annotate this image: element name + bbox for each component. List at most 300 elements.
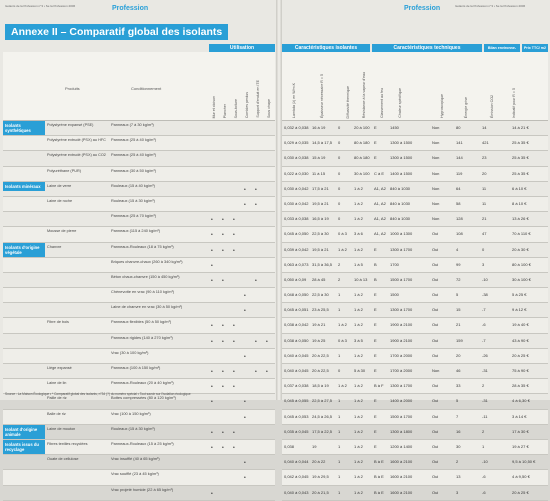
cell-ep: 16 à 19 bbox=[312, 125, 326, 130]
cell-feu: B à E bbox=[374, 459, 384, 465]
cell-cs: 1000 à 1300 bbox=[390, 231, 413, 237]
cell-vap: 1 à 2 bbox=[354, 428, 363, 434]
cell-hyg: Oui bbox=[432, 352, 439, 358]
cell-diff: 0 bbox=[338, 200, 341, 206]
utilisation-header: Utilisation bbox=[209, 44, 275, 52]
cell-vap: 1 à 2 bbox=[354, 246, 363, 252]
utilisation-col-4: Support d'enduit en ITE bbox=[256, 80, 260, 118]
conditionnement: Béton chaux-chanvre (150 à 450 kg/m³) bbox=[111, 273, 180, 279]
usage-dot: • bbox=[255, 277, 257, 284]
cell-feu: E bbox=[374, 368, 377, 373]
cell-ep: 19 bbox=[312, 443, 317, 449]
cell-prix: 9,5 à 10,50 € bbox=[512, 459, 536, 465]
right-col-6: Hygroscopique bbox=[440, 94, 444, 118]
cell-eg: 21 bbox=[456, 322, 461, 328]
cell-diff: 1 à 2 bbox=[338, 322, 347, 328]
brand-right: Profession bbox=[404, 5, 441, 12]
cell-eg: 99 bbox=[456, 261, 461, 267]
usage-dot: • bbox=[211, 490, 213, 497]
product-name: Liège expansé bbox=[47, 366, 72, 370]
table-row bbox=[3, 334, 275, 349]
product-name: Polystyrène extrudé (PSX) au HFC bbox=[47, 138, 106, 143]
cell-feu: E bbox=[374, 307, 377, 313]
cell-eg: 108 bbox=[456, 231, 463, 237]
product-name: Laine de roche bbox=[47, 198, 73, 203]
table-row bbox=[282, 167, 548, 182]
cell-hyg: Oui bbox=[432, 231, 439, 237]
cell-hyg: Non bbox=[432, 368, 440, 373]
cell-diff: 1 bbox=[338, 292, 341, 298]
cell-lambda: 0,040 à 0,043 bbox=[284, 489, 309, 495]
conditionnement: Panneaux (115 à 240 kg/m³) bbox=[111, 228, 161, 234]
usage-dot: • bbox=[211, 232, 213, 239]
cell-ep: 19,5 à 21 bbox=[312, 200, 329, 206]
table-row bbox=[282, 151, 548, 166]
table-row bbox=[3, 121, 275, 136]
cell-eg: 4 bbox=[456, 246, 459, 252]
usage-dot: • bbox=[211, 399, 213, 406]
cell-cs: 1700 à 2000 bbox=[390, 368, 413, 373]
cell-diff: 1 bbox=[338, 307, 341, 313]
cell-co2: 2 bbox=[482, 383, 485, 389]
cell-lambda: 0,030 à 0,042 bbox=[284, 200, 309, 206]
cell-lambda: 0,030 à 0,042 bbox=[284, 185, 309, 191]
cell-eg: 15 bbox=[456, 307, 461, 313]
table-row bbox=[282, 455, 548, 470]
usage-dot: • bbox=[233, 338, 235, 345]
cell-cs: 1400 à 1500 bbox=[390, 170, 413, 176]
usage-dot: • bbox=[211, 262, 213, 269]
usage-dot: • bbox=[233, 369, 235, 375]
cell-diff: 0 bbox=[338, 216, 341, 222]
cell-vap: 1 à 2 bbox=[354, 459, 363, 465]
cell-eg: 141 bbox=[456, 140, 463, 146]
cell-feu: E bbox=[374, 428, 377, 434]
cell-co2: -6 bbox=[482, 489, 486, 495]
cell-ep: 19 à 29,5 bbox=[312, 474, 329, 480]
table-row bbox=[282, 288, 548, 303]
table-row bbox=[3, 425, 275, 440]
cell-cs: 1500 à 1700 bbox=[390, 413, 413, 419]
cell-ep: 20 à 22,5 bbox=[312, 352, 329, 358]
cell-feu: E bbox=[374, 352, 377, 358]
cell-ep: 28 à 45 bbox=[312, 276, 326, 282]
cell-lambda: 0,038 bbox=[284, 443, 295, 449]
cell-prix: 4 à 9,50 € bbox=[512, 474, 530, 480]
cell-cs: 1900 à 2100 bbox=[390, 322, 413, 328]
cell-lambda: 0,042 à 0,045 bbox=[284, 474, 309, 480]
cell-cs: 1900 à 2100 bbox=[390, 337, 413, 343]
usage-dot: • bbox=[222, 247, 224, 254]
conditionnement: Panneaux (25 à 40 kg/m³) bbox=[111, 137, 156, 143]
cell-diff: 0 bbox=[338, 185, 341, 191]
cell-cs: 1500 bbox=[390, 292, 399, 298]
usage-dot: • bbox=[255, 186, 257, 193]
usage-dot: • bbox=[222, 323, 224, 330]
conditionnement: Panneaux (30 à 50 kg/m³) bbox=[111, 167, 156, 173]
cell-diff: 1 à 2 bbox=[338, 383, 347, 389]
cell-cs: 1300 à 1500 bbox=[390, 140, 413, 146]
product-name: Laine de mouton bbox=[47, 426, 76, 431]
cell-co2: 11 bbox=[482, 185, 487, 191]
cell-co2: 0 bbox=[482, 246, 485, 252]
cell-hyg: Oui bbox=[432, 443, 439, 449]
cell-prix: 19 à 40 € bbox=[512, 322, 529, 328]
cell-co2: -7 bbox=[482, 337, 486, 343]
cell-vap: 1 à 2 bbox=[354, 185, 363, 191]
cell-vap: 30 à 100 bbox=[354, 170, 370, 176]
table-row bbox=[3, 410, 275, 425]
cell-co2: 3 bbox=[482, 261, 485, 267]
conditionnement: Vrac insufflé (40 à 65 kg/m³) bbox=[111, 456, 160, 462]
cell-feu: A1, A2 bbox=[374, 231, 386, 237]
cell-prix: 13 à 26 € bbox=[512, 216, 529, 222]
cell-vap: 1 à 2 bbox=[354, 322, 363, 328]
cell-prix: 25 à 35 € bbox=[512, 170, 529, 176]
cell-hyg: Oui bbox=[432, 459, 439, 465]
cell-lambda: 0,040 à 0,044 bbox=[284, 459, 309, 465]
cell-ep: 19 à 21 bbox=[312, 322, 326, 328]
cell-hyg: Non bbox=[432, 140, 440, 146]
cell-hyg: Non bbox=[432, 185, 440, 191]
cell-feu: E bbox=[374, 413, 377, 419]
usage-dot: • bbox=[222, 232, 224, 239]
usage-dot: • bbox=[244, 186, 246, 193]
cell-prix: 20 à 25 € bbox=[512, 489, 529, 495]
cell-eg: 13 bbox=[456, 474, 461, 480]
table-row bbox=[3, 273, 275, 288]
usage-dot: • bbox=[222, 444, 224, 451]
utilisation-col-2: Sous-toiture bbox=[234, 98, 238, 118]
product-name: Fibres textiles recyclées bbox=[47, 441, 88, 446]
cell-co2: -26 bbox=[482, 352, 488, 358]
cell-cs: 1300 à 1700 bbox=[390, 383, 413, 389]
table-row bbox=[282, 379, 548, 394]
right-col-5: Chaleur spécifique bbox=[398, 88, 402, 118]
cell-vap: 1 à 2 bbox=[354, 489, 363, 495]
cell-co2: 23 bbox=[482, 155, 487, 161]
table-row bbox=[3, 258, 275, 273]
usage-dot: • bbox=[233, 217, 235, 224]
cell-vap: 3 à 6 bbox=[354, 231, 363, 237]
cell-cs: 1300 à 1700 bbox=[390, 246, 413, 252]
cell-co2: 21 bbox=[482, 216, 487, 222]
footer-source: Source : La Maison Écologique • * Comparatif global des isolants, n°34 (?) du numéro spécial • Tout savoir sur l'isolation écologique bbox=[5, 392, 191, 396]
product-name: Polyuréthane (PUR) bbox=[47, 168, 81, 173]
table-row bbox=[282, 349, 548, 364]
right-col-9: Indicatif pour R = 5 bbox=[512, 87, 516, 118]
cell-lambda: 0,039 à 0,042 bbox=[284, 246, 309, 252]
cell-prix: 43 à 90 € bbox=[512, 337, 529, 343]
table-row bbox=[3, 318, 275, 333]
cell-hyg: Oui bbox=[432, 292, 439, 298]
cell-lambda: 0,032 à 0,038 bbox=[284, 125, 309, 130]
cell-lambda: 0,063 à 0,073 bbox=[284, 261, 309, 267]
cell-ep: 19,5 à 21 bbox=[312, 246, 329, 252]
cell-eg: 72 bbox=[456, 276, 461, 282]
cell-vap: 20 à 100 bbox=[354, 125, 370, 130]
right-col-7: Énergie grise bbox=[464, 96, 468, 118]
table-row bbox=[282, 394, 548, 409]
cell-feu: B à F bbox=[374, 383, 384, 389]
cell-co2: 1 bbox=[482, 443, 485, 449]
product-name: Ouate de cellulose bbox=[47, 457, 79, 462]
page-title: Annexe II – Comparatif global des isolants bbox=[5, 24, 228, 40]
cell-lambda: 0,038 à 0,050 bbox=[284, 337, 309, 343]
cell-lambda: 0,040 à 0,045 bbox=[284, 352, 309, 358]
cell-cs: 1700 à 2000 bbox=[390, 352, 413, 358]
usage-dot: • bbox=[244, 460, 246, 467]
cell-diff: 1 bbox=[338, 352, 341, 358]
cell-feu: A1, A2 bbox=[374, 200, 386, 206]
usage-dot: • bbox=[211, 444, 213, 451]
table-row bbox=[3, 243, 275, 258]
cell-eg: 2 bbox=[456, 459, 459, 465]
col-produits: Produits bbox=[65, 86, 80, 91]
brand-left: Profession bbox=[112, 5, 149, 12]
cell-diff: 1 bbox=[338, 428, 341, 434]
table-row bbox=[282, 440, 548, 455]
cell-prix: 3 à 14 € bbox=[512, 413, 527, 419]
usage-dot: • bbox=[244, 414, 246, 421]
cell-lambda: 0,022 à 0,030 bbox=[284, 170, 309, 176]
table-row bbox=[3, 151, 275, 166]
usage-dot: • bbox=[211, 323, 213, 330]
usage-dot: • bbox=[244, 353, 246, 360]
cell-diff: 0 bbox=[338, 155, 341, 161]
cell-eg: 80 bbox=[456, 125, 461, 130]
right-col-2: Diffusivité thermique bbox=[346, 85, 350, 118]
table-row bbox=[3, 182, 275, 197]
table-row bbox=[282, 182, 548, 197]
cell-co2: 20 bbox=[482, 170, 487, 176]
cell-prix: 30 à 100 € bbox=[512, 276, 531, 282]
cell-co2: 2 bbox=[482, 428, 485, 434]
usage-dot: • bbox=[244, 475, 246, 482]
table-row bbox=[282, 303, 548, 318]
cell-co2: -31 bbox=[482, 398, 488, 404]
cell-diff: 1 à 2 bbox=[338, 246, 347, 252]
cell-co2: -31 bbox=[482, 368, 488, 373]
cell-diff: 1 bbox=[338, 489, 341, 495]
cell-vap: 1 à 5 bbox=[354, 261, 363, 267]
conditionnement: Chènevotte en vrac (90 à 110 kg/m³) bbox=[111, 289, 175, 295]
category-label: Isolants d'origine végétale bbox=[3, 243, 45, 257]
cell-eg: 20 bbox=[456, 352, 461, 358]
cell-ep: 24,5 à 26,5 bbox=[312, 413, 333, 419]
conditionnement: Vrac soufflé (23 à 45 kg/m³) bbox=[111, 471, 159, 477]
table-row bbox=[282, 364, 548, 379]
conditionnement: Laine de chanvre en vrac (30 à 50 kg/m³) bbox=[111, 304, 183, 310]
conditionnement: Panneaux (100 à 150 kg/m³) bbox=[111, 365, 161, 370]
product-name: Mousse de pierre bbox=[47, 229, 77, 234]
cell-prix: 20 à 30 € bbox=[512, 246, 529, 252]
cell-vap: 1 à 2 bbox=[354, 474, 363, 480]
left-subhead bbox=[3, 52, 275, 121]
usage-dot: • bbox=[255, 338, 257, 345]
table-row bbox=[282, 121, 548, 136]
cell-vap: 3 à 5 bbox=[354, 337, 363, 343]
right-col-8: Émission CO2 bbox=[490, 95, 494, 118]
cell-vap: 5 à 30 bbox=[354, 368, 366, 373]
cell-co2: -6 bbox=[482, 474, 486, 480]
usage-dot: • bbox=[255, 369, 257, 375]
cell-co2: 11 bbox=[482, 200, 487, 206]
cell-prix: 19 à 27 € bbox=[512, 443, 529, 449]
cell-diff: 1 bbox=[338, 459, 341, 465]
product-name: Laine de lin bbox=[47, 381, 67, 386]
cell-vap: 1 à 2 bbox=[354, 383, 363, 389]
cell-hyg: Non bbox=[432, 155, 440, 161]
cell-co2: 47 bbox=[482, 231, 487, 237]
group-prix: Prix TTC/ m2 bbox=[522, 44, 548, 52]
cell-eg: 16 bbox=[456, 428, 461, 434]
cell-prix: 8 à 10 € bbox=[512, 200, 527, 206]
product-name: Laine de verre bbox=[47, 183, 72, 188]
cell-vap: 10 à 13 bbox=[354, 276, 368, 282]
cell-feu: E bbox=[374, 140, 377, 146]
cell-ep: 22,5 à 27,5 bbox=[312, 398, 333, 404]
cell-lambda: 0,048 à 0,050 bbox=[284, 292, 309, 298]
cell-lambda: 0,045 à 0,050 bbox=[284, 231, 309, 237]
cell-co2: 14 bbox=[482, 125, 487, 130]
cell-ep: 20 à 21,5 bbox=[312, 489, 329, 495]
cell-hyg: Non bbox=[432, 125, 440, 130]
cell-cs: 1700 bbox=[390, 261, 399, 267]
cell-ep: 23 à 25,5 bbox=[312, 307, 329, 313]
cell-hyg: Oui bbox=[432, 246, 439, 252]
usage-dot: • bbox=[244, 293, 246, 300]
cell-feu: A1, A2 bbox=[374, 216, 386, 222]
usage-dot: • bbox=[255, 201, 257, 208]
cell-cs: 1300 à 1500 bbox=[390, 155, 413, 161]
cell-feu: C à E bbox=[374, 170, 385, 176]
group-isolantes: Caractéristiques isolantes bbox=[282, 44, 370, 52]
table-row bbox=[282, 486, 548, 501]
category-label: Isolants issus du recyclage bbox=[3, 440, 45, 454]
cell-eg: 3 bbox=[456, 489, 459, 495]
cell-prix: 25 à 35 € bbox=[512, 155, 529, 161]
header-small-left: Isolants de la Profession n°3 • Se la Profession 2006 bbox=[5, 4, 76, 8]
cell-feu: B bbox=[374, 276, 377, 282]
cell-eg: 5 bbox=[456, 292, 459, 298]
cell-feu: B à E bbox=[374, 489, 384, 495]
usage-dot: • bbox=[244, 399, 246, 406]
usage-dot: • bbox=[222, 429, 224, 436]
cell-hyg: Oui bbox=[432, 474, 439, 480]
cell-lambda: 0,029 à 0,035 bbox=[284, 140, 309, 146]
cell-vap: 1 à 2 bbox=[354, 443, 363, 449]
conditionnement: Panneaux-Rouleaux (18 à 75 kg/m³) bbox=[111, 243, 174, 249]
right-col-3: Résistance à la vapeur d'eau bbox=[362, 71, 366, 118]
col-conditionnement: Conditionnement bbox=[131, 86, 162, 91]
cell-hyg: Oui bbox=[432, 276, 439, 282]
cell-diff: 0 à 3 bbox=[338, 231, 347, 237]
cell-hyg: Oui bbox=[432, 398, 439, 404]
cell-hyg: Oui bbox=[432, 383, 439, 389]
cell-hyg: Oui bbox=[432, 489, 439, 495]
usage-dot: • bbox=[222, 217, 224, 224]
cell-diff: 1 bbox=[338, 413, 341, 419]
usage-dot: • bbox=[222, 384, 224, 391]
table-row bbox=[282, 318, 548, 333]
cell-ep: 19 à 25 bbox=[312, 337, 326, 343]
cell-hyg: Oui bbox=[432, 322, 439, 328]
cell-vap: 1 à 2 bbox=[354, 216, 363, 222]
table-row bbox=[3, 349, 275, 364]
cell-ep: 20 à 22 bbox=[312, 459, 326, 465]
product-name: Chanvre bbox=[47, 244, 62, 249]
cell-cs: 840 à 1030 bbox=[390, 216, 411, 222]
usage-dot: • bbox=[233, 384, 235, 391]
cell-prix: 6 à 10 € bbox=[512, 185, 527, 191]
cell-prix: 20 à 25 € bbox=[512, 352, 529, 358]
cell-lambda: 0,045 à 0,055 bbox=[284, 398, 309, 404]
table-row bbox=[3, 455, 275, 470]
cell-cs: 1200 à 1400 bbox=[390, 443, 413, 449]
cell-hyg: Non bbox=[432, 216, 440, 222]
cell-diff: 0 bbox=[338, 140, 341, 146]
table-row bbox=[3, 394, 275, 409]
cell-eg: 30 bbox=[456, 443, 461, 449]
cell-cs: 1400 à 2000 bbox=[390, 398, 413, 404]
cell-diff: 2 bbox=[338, 276, 341, 282]
table-row bbox=[282, 410, 548, 425]
conditionnement: Panneaux (25 à 40 kg/m³) bbox=[111, 152, 156, 158]
table-row bbox=[3, 470, 275, 485]
table-row bbox=[3, 288, 275, 303]
cell-lambda: 0,038 à 0,042 bbox=[284, 322, 309, 328]
cell-ep: 17,5 à 21 bbox=[312, 185, 329, 191]
cell-cs: 1600 à 2100 bbox=[390, 459, 413, 465]
cell-prix: 28 à 35 € bbox=[512, 383, 529, 389]
usage-dot: • bbox=[211, 369, 213, 375]
conditionnement: Vrac (30 à 100 kg/m³) bbox=[111, 349, 149, 355]
cell-ep: 31,5 à 36,5 bbox=[312, 261, 333, 267]
usage-dot: • bbox=[211, 217, 213, 224]
conditionnement: Panneaux (7 à 30 kg/m³) bbox=[111, 122, 154, 127]
table-row bbox=[282, 273, 548, 288]
utilisation-col-0: Mur et cloison bbox=[212, 95, 216, 118]
table-row bbox=[282, 334, 548, 349]
cell-co2: -10 bbox=[482, 276, 488, 282]
cell-ep: 22,5 à 30 bbox=[312, 231, 329, 237]
cell-lambda: 0,033 à 0,038 bbox=[284, 216, 309, 222]
cell-eg: 144 bbox=[456, 155, 463, 161]
cell-cs: 1300 à 1800 bbox=[390, 428, 413, 434]
cell-prix: 70 à 110 € bbox=[512, 231, 531, 237]
cell-lambda: 0,040 à 0,045 bbox=[284, 368, 309, 373]
cell-feu: B bbox=[374, 261, 377, 267]
table-row bbox=[282, 425, 548, 440]
table-row bbox=[3, 197, 275, 212]
cell-prix: 5 à 25 € bbox=[512, 292, 527, 298]
cell-ep: 18,5 à 19 bbox=[312, 383, 329, 389]
right-col-4: Classement au feu bbox=[380, 88, 384, 118]
cell-vap: 80 à 180 bbox=[354, 140, 370, 146]
conditionnement: Panneaux (25 à 70 kg/m³) bbox=[111, 213, 156, 219]
table-row bbox=[3, 303, 275, 318]
usage-dot: • bbox=[222, 369, 224, 375]
conditionnement: Rouleaux (15 à 30 kg/m³) bbox=[111, 425, 155, 431]
right-subhead bbox=[282, 52, 548, 121]
cell-vap: 1 à 2 bbox=[354, 413, 363, 419]
right-table bbox=[282, 44, 548, 501]
cell-diff: 1 bbox=[338, 398, 341, 404]
cell-eg: 5 bbox=[456, 398, 459, 404]
cell-cs: 1600 à 2100 bbox=[390, 489, 413, 495]
cell-diff: 0 bbox=[338, 368, 341, 373]
